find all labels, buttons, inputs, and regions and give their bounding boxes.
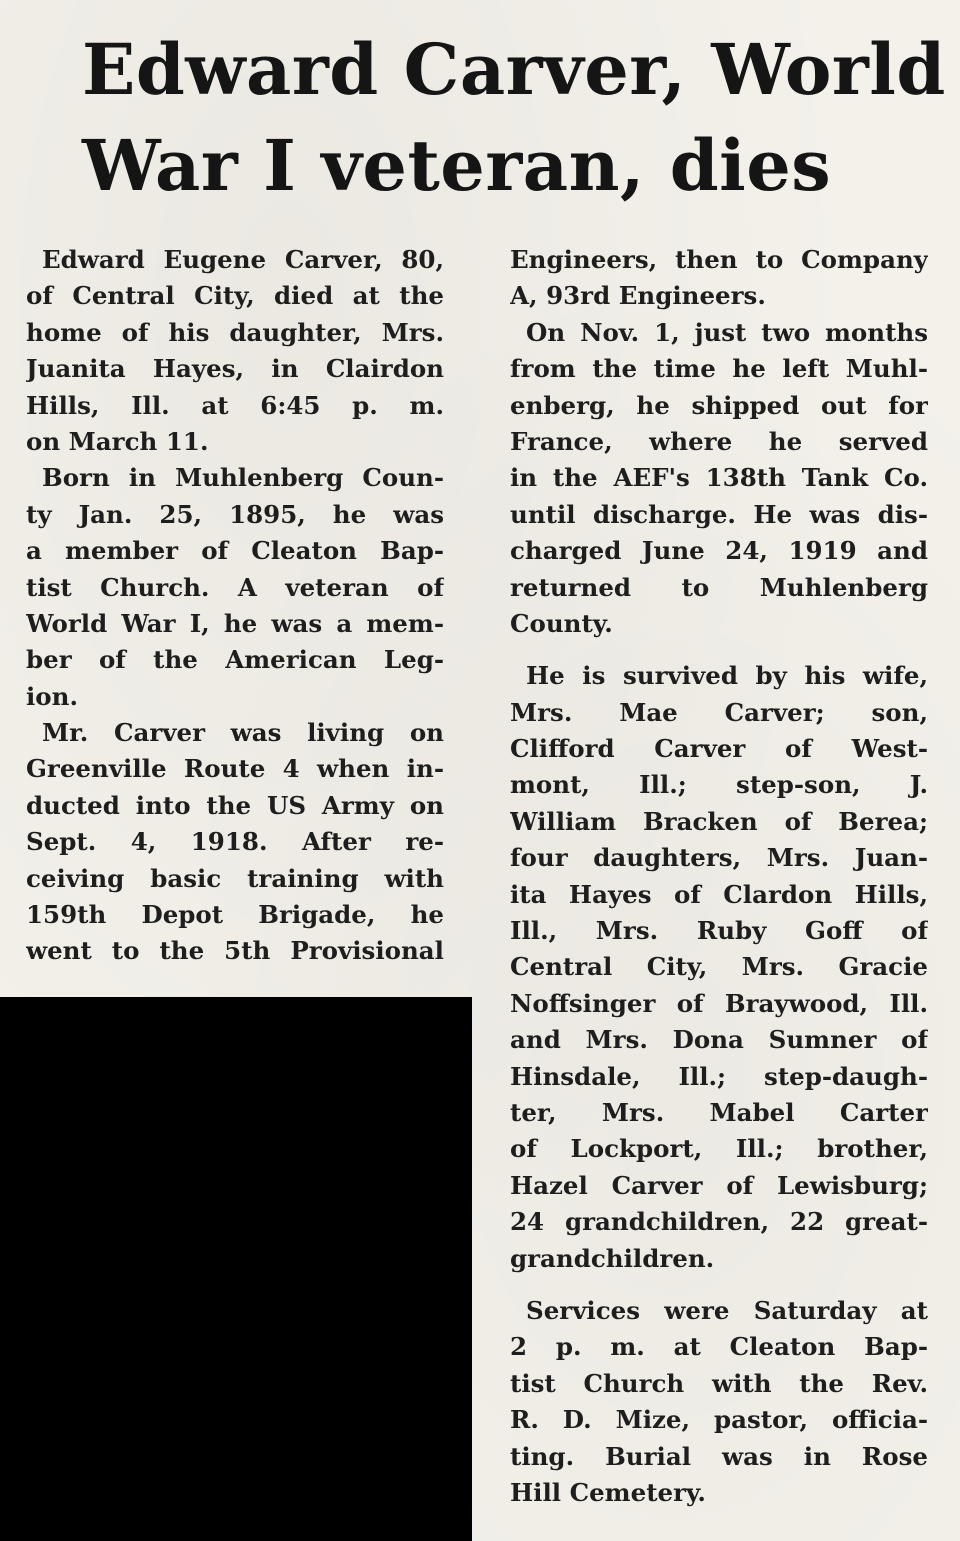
article-line: World War I, he was a mem- xyxy=(26,608,444,638)
paragraph-gap xyxy=(510,1277,928,1293)
article-line: ber of the American Leg- xyxy=(26,645,444,675)
article-line: Ill., Mrs. Ruby Goff of xyxy=(510,916,928,946)
article-line: until discharge. He was dis- xyxy=(510,499,928,529)
headline-line: Edward Carver, World xyxy=(82,28,946,111)
article-line: Hinsdale, Ill.; step-daugh- xyxy=(510,1061,928,1091)
article-line: Hazel Carver of Lewisburg; xyxy=(510,1170,928,1200)
article-line: returned to Muhlenberg xyxy=(510,572,928,602)
article-line: of Central City, died at the xyxy=(26,281,444,311)
article-line: R. D. Mize, pastor, officia- xyxy=(510,1405,928,1435)
headline-line: War I veteran, dies xyxy=(82,124,832,207)
article-line: Engineers, then to Company xyxy=(510,245,928,274)
article-line: ion. xyxy=(26,681,78,711)
article-line: in the AEF's 138th Tank Co. xyxy=(510,463,928,493)
redaction-block xyxy=(0,997,472,1541)
article-line: and Mrs. Dona Sumner of xyxy=(510,1025,928,1055)
article-line: Greenville Route 4 when in- xyxy=(26,754,444,784)
article-line: He is survived by his wife, xyxy=(526,661,928,691)
article-line: Sept. 4, 1918. After re- xyxy=(26,827,444,857)
article-line: ita Hayes of Clardon Hills, xyxy=(510,879,928,909)
article-line: Born in Muhlenberg Coun- xyxy=(42,463,444,493)
article-line: ting. Burial was in Rose xyxy=(510,1441,928,1471)
article-line: tist Church. A veteran of xyxy=(26,572,444,602)
article-line: ter, Mrs. Mabel Carter xyxy=(510,1097,928,1127)
article-line: 159th Depot Brigade, he xyxy=(26,900,444,930)
article-line: four daughters, Mrs. Juan- xyxy=(510,843,928,873)
article-line: tist Church with the Rev. xyxy=(510,1368,928,1398)
article-line: On Nov. 1, just two months xyxy=(526,317,928,347)
article-line: charged June 24, 1919 and xyxy=(510,536,928,566)
article-line: enberg, he shipped out for xyxy=(510,390,928,420)
article-line: Hills, Ill. at 6:45 p. m. xyxy=(26,390,444,420)
article-line: on March 11. xyxy=(26,426,209,456)
right-column xyxy=(510,242,928,1511)
paragraph-gap xyxy=(510,642,928,658)
headline xyxy=(82,22,946,214)
article-line: Mrs. Mae Carver; son, xyxy=(510,697,928,727)
article-line: A, 93rd Engineers. xyxy=(510,281,766,311)
left-column xyxy=(26,242,444,970)
article-line: Mr. Carver was living on xyxy=(42,718,444,748)
article-line: Edward Eugene Carver, 80, xyxy=(42,245,444,274)
article-line: 24 grandchildren, 22 great- xyxy=(510,1207,928,1237)
article-line: France, where he served xyxy=(510,426,928,456)
article-line: 2 p. m. at Cleaton Bap- xyxy=(510,1332,928,1362)
article-line: grandchildren. xyxy=(510,1243,715,1273)
article-line: William Bracken of Berea; xyxy=(510,806,928,836)
article-line: Juanita Hayes, in Clairdon xyxy=(26,354,444,384)
article-line: Central City, Mrs. Gracie xyxy=(510,952,928,982)
article-line: of Lockport, Ill.; brother, xyxy=(510,1134,928,1164)
article-line: Clifford Carver of West- xyxy=(510,734,928,764)
article-line: home of his daughter, Mrs. xyxy=(26,317,444,347)
article-line: mont, Ill.; step-son, J. xyxy=(510,770,928,800)
article-line: ceiving basic training with xyxy=(26,863,444,893)
article-line: from the time he left Muhl- xyxy=(510,354,928,384)
article-line: Hill Cemetery. xyxy=(510,1477,706,1507)
article-line: a member of Cleaton Bap- xyxy=(26,536,444,566)
article-line: County. xyxy=(510,608,613,638)
article-line: Noffsinger of Braywood, Ill. xyxy=(510,988,928,1018)
article-line: ducted into the US Army on xyxy=(26,790,444,820)
article-line: Services were Saturday at xyxy=(526,1295,928,1325)
article-line: went to the 5th Provisional xyxy=(26,936,444,966)
article-line: ty Jan. 25, 1895, he was xyxy=(26,499,444,529)
